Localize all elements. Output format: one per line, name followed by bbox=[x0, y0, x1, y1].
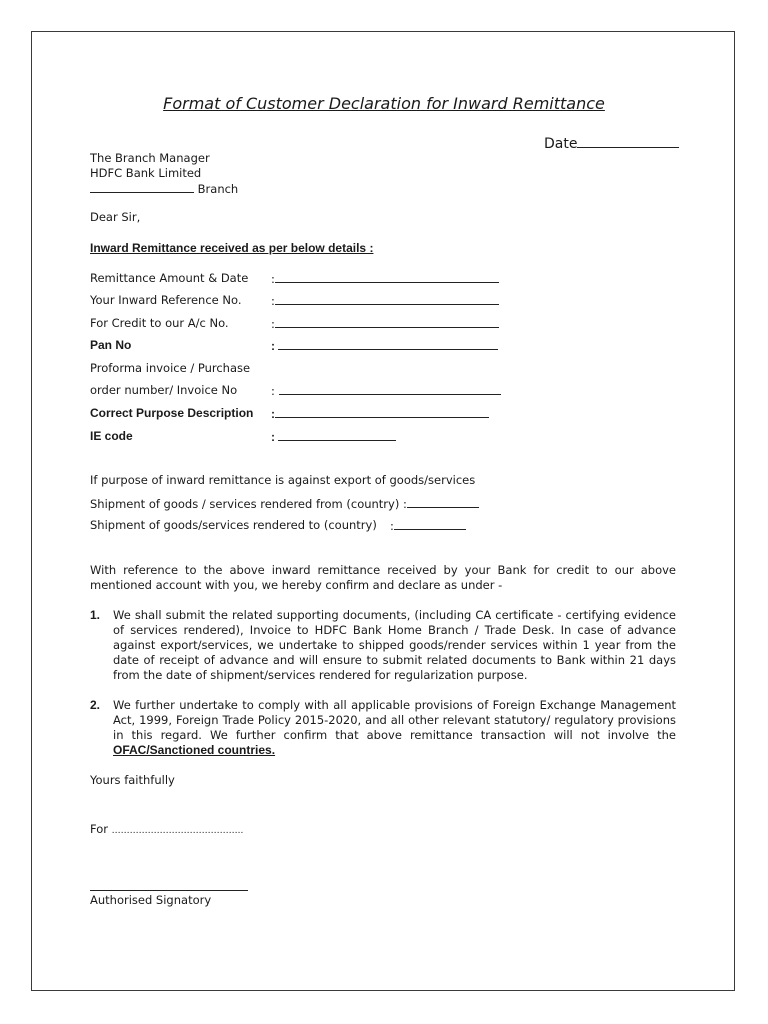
section-heading: Inward Remittance received as per below details : bbox=[90, 241, 374, 255]
field-value-account-no[interactable] bbox=[271, 316, 499, 331]
field-value-remittance-amount[interactable] bbox=[271, 271, 499, 286]
field-blank bbox=[275, 316, 499, 328]
field-separator: : bbox=[390, 519, 394, 533]
field-separator: : bbox=[271, 339, 275, 353]
branch-line bbox=[90, 181, 238, 196]
shipment-from-label: Shipment of goods / services rendered from (country) : bbox=[90, 497, 407, 511]
field-label-ie-code: IE code bbox=[90, 429, 133, 443]
field-value-pan-no[interactable] bbox=[271, 338, 498, 353]
for-line[interactable] bbox=[90, 822, 243, 838]
shipment-from-row[interactable] bbox=[90, 496, 479, 511]
field-blank bbox=[278, 338, 498, 350]
field-label-inward-reference: Your Inward Reference No. bbox=[90, 293, 242, 307]
field-value-ie-code[interactable] bbox=[271, 429, 396, 444]
point-text-2 bbox=[113, 698, 676, 758]
point-2-body: We further undertake to comply with all applicable provisions of Foreign Exchange Management Act, 1999, Foreign Trade Policy 2015-2020, and all other relevant statutory/ regulatory provisions in this regard. We further confirm that above remittance transaction will not involve the bbox=[113, 698, 676, 742]
sanctioned-countries-emphasis: OFAC/Sanctioned countries. bbox=[113, 743, 276, 757]
field-value-invoice-no[interactable] bbox=[271, 383, 501, 398]
branch-label: Branch bbox=[197, 182, 239, 196]
field-separator: : bbox=[271, 272, 275, 286]
point-number-2: 2. bbox=[90, 698, 101, 712]
field-label-proforma-invoice: Proforma invoice / Purchase bbox=[90, 361, 251, 375]
shipment-to-label: Shipment of goods/services rendered to (country) bbox=[90, 518, 377, 532]
shipment-to-value[interactable] bbox=[390, 518, 466, 533]
date-field bbox=[544, 133, 679, 152]
declaration-intro: With reference to the above inward remittance received by your Bank for credit to our above mentioned account with you, we hereby confirm and declare as under - bbox=[90, 563, 676, 592]
export-intro: If purpose of inward remittance is against export of goods/services bbox=[90, 473, 476, 487]
addressee-line-2: HDFC Bank Limited bbox=[90, 166, 202, 180]
field-separator: : bbox=[271, 407, 275, 421]
field-separator: : bbox=[271, 384, 275, 398]
field-blank bbox=[275, 293, 499, 305]
document-title: Format of Customer Declaration for Inward Remittance bbox=[163, 94, 605, 113]
for-dots: …………………………………….. bbox=[111, 826, 244, 836]
for-label: For bbox=[90, 822, 108, 836]
field-blank bbox=[275, 406, 489, 418]
field-value-purpose[interactable] bbox=[271, 406, 489, 421]
point-number-1: 1. bbox=[90, 608, 101, 622]
shipment-to-blank bbox=[394, 518, 466, 530]
signatory-label: Authorised Signatory bbox=[90, 893, 212, 907]
shipment-from-blank bbox=[407, 496, 479, 508]
field-label-purpose: Correct Purpose Description bbox=[90, 406, 254, 420]
branch-blank[interactable] bbox=[90, 181, 194, 193]
salutation: Dear Sir, bbox=[90, 210, 141, 224]
date-label: Date bbox=[544, 136, 578, 152]
field-blank bbox=[278, 429, 396, 441]
field-value-inward-reference[interactable] bbox=[271, 293, 499, 308]
field-separator: : bbox=[271, 430, 275, 444]
addressee-line-1: The Branch Manager bbox=[90, 151, 210, 165]
field-label-account-no: For Credit to our A/c No. bbox=[90, 316, 229, 330]
closing: Yours faithfully bbox=[90, 773, 175, 787]
field-label-invoice-no: order number/ Invoice No bbox=[90, 383, 238, 397]
field-blank bbox=[275, 271, 499, 283]
field-blank bbox=[279, 383, 501, 395]
point-text-1: We shall submit the related supporting documents, (including CA certificate - certifying evidence of services rendered), Invoice to HDFC Bank Home Branch / Trade Desk. In case of advance against export/services, we undertake to shipped goods/render services within 1 year from the date of receipt of advance and will ensure to submit related documents to Bank within 21 days from the date of shipment/services rendered for regularization purpose. bbox=[113, 608, 676, 682]
field-separator: : bbox=[271, 317, 275, 331]
field-separator: : bbox=[271, 294, 275, 308]
date-blank[interactable] bbox=[577, 133, 679, 148]
field-label-remittance-amount: Remittance Amount & Date bbox=[90, 271, 249, 285]
signature-line[interactable] bbox=[90, 890, 248, 891]
field-label-pan-no: Pan No bbox=[90, 338, 132, 352]
